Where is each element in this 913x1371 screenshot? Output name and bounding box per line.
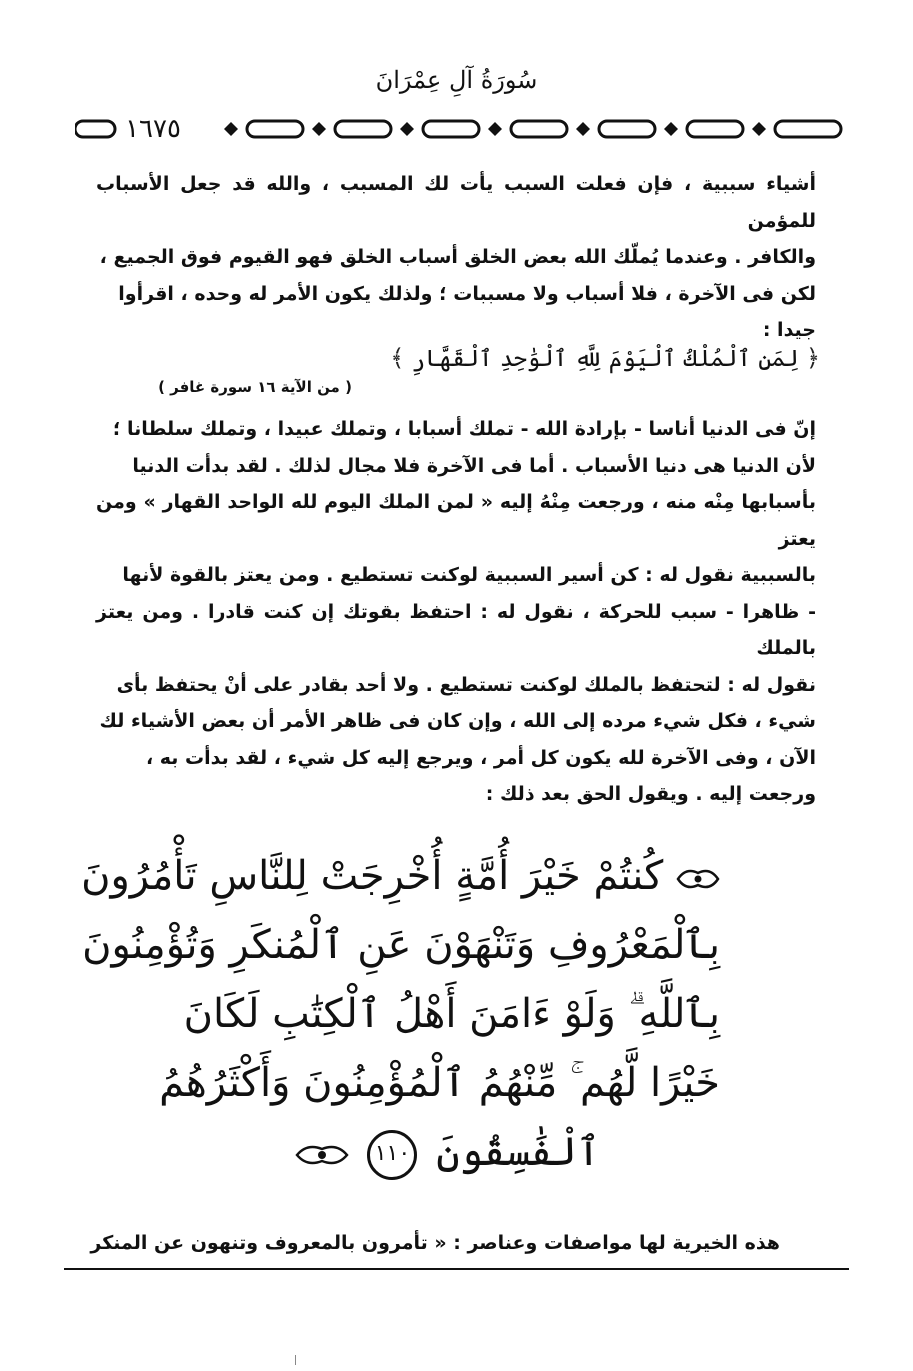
- verse-start-ornament-icon: [676, 864, 720, 894]
- verse-end-ornament-icon: [295, 1140, 349, 1170]
- verse-line-3: بِٱللَّهِ ۗ وَلَوْ ءَامَنَ أَهْلُ ٱلْكِتَٰبِ لَكَانَ: [183, 991, 720, 1037]
- footer-text: هذه الخيرية لها مواصفات وعناصر : « تأمرون بالمعروف وتنهون عن المنكر: [90, 1232, 780, 1254]
- ayah-number-badge: ١١٠: [367, 1130, 417, 1180]
- page-number: ١٦٧٥: [118, 114, 188, 144]
- text-line: جيدا :: [762, 319, 816, 341]
- text-line: ورجعت إليه . ويقول الحق بعد ذلك :: [485, 783, 816, 805]
- paragraph-1: [96, 166, 816, 349]
- text-line: لكن فى الآخرة ، فلا أسباب ولا مسببات ؛ ولذلك يكون الأمر له وحده ، اقرأوا: [118, 282, 816, 305]
- verse-reference: ( من الآية ١٦ سورة غافر ): [158, 378, 352, 396]
- verse-line-2: بِٱلْمَعْرُوفِ وَتَنْهَوْنَ عَنِ ٱلْمُنكَرِ وَتُؤْمِنُونَ: [82, 922, 720, 968]
- verse-line-text: ٱلْفَٰسِقُونَ: [436, 1129, 601, 1175]
- text-line: شيء ، فكل شيء مرده إلى الله ، وإن كان فى ظاهر الأمر أن بعض الأشياء لك: [99, 710, 816, 732]
- verse-line-1: [81, 842, 720, 911]
- verse-line-4: خَيْرًا لَّهُم ۚ مِّنْهُمُ ٱلْمُؤْمِنُونَ وَأَكْثَرُهُمُ: [159, 1060, 720, 1106]
- text-line: نقول له : لتحتفظ بالملك لوكنت تستطيع . ولا أحد بقادر على أنْ يحتفظ بأى: [116, 673, 816, 696]
- text-line: لأن الدنيا هى دنيا الأسباب . أما فى الآخرة فلا مجال لذلك . لقد بدأت الدنيا: [132, 454, 816, 477]
- sura-title: سُورَةُ آلِ عِمْرَانَ: [375, 66, 538, 94]
- paragraph-2: [96, 411, 816, 813]
- text-line: إنّ فى الدنيا أناسا - بإرادة الله - تملك أسبابا ، وتملك عبيدا ، وتملك سلطانا ؛: [112, 418, 816, 440]
- scan-mark: [295, 1355, 296, 1365]
- verse-open-bracket: ﴿: [805, 344, 820, 372]
- text-line: بالسببية نقول له : كن أسير السببية لوكنت تستطيع . ومن يعتز بالقوة لأنها: [122, 564, 816, 586]
- text-line: الآن ، وفى الآخرة لله يكون كل أمر ، ويرجع إليه كل شيء ، لقد بدأت به ،: [145, 746, 816, 769]
- header-ornament-bar: [75, 114, 845, 144]
- verse-close-bracket: ﴾: [390, 344, 405, 372]
- text-line: بأسبابها مِنْه منه ، ورجعت مِنْهُ إليه « لمن الملك اليوم لله الواحد القهار » ومن يعتز: [96, 491, 816, 550]
- verse-line-5: [175, 1118, 720, 1187]
- verse-line-text: كُنتُمْ خَيْرَ أُمَّةٍ أُخْرِجَتْ لِلنَّاسِ تَأْمُرُونَ: [81, 853, 664, 899]
- main-verse: [81, 842, 720, 1187]
- text-line: - ظاهرا - سبب للحركة ، نقول له : احتفظ بقوتك إن كنت قادرا . ومن يعتز بالملك: [96, 600, 816, 659]
- text-line: والكافر . وعندما يُملّك الله بعض الخلق أسباب الخلق فهو القيوم فوق الجميع ،: [99, 246, 816, 268]
- text-line: أشياء سببية ، فإن فعلت السبب يأت لك المسبب ، والله قد جعل الأسباب للمؤمن: [96, 173, 816, 232]
- quoted-verse: [390, 344, 820, 384]
- footer-rule: [64, 1268, 849, 1270]
- quoted-verse-text: لِمَنِ ٱلْمُلْكُ ٱلْيَوْمَ لِلَّهِ ٱلْوَٰحِدِ ٱلْقَهَّارِ: [411, 346, 799, 372]
